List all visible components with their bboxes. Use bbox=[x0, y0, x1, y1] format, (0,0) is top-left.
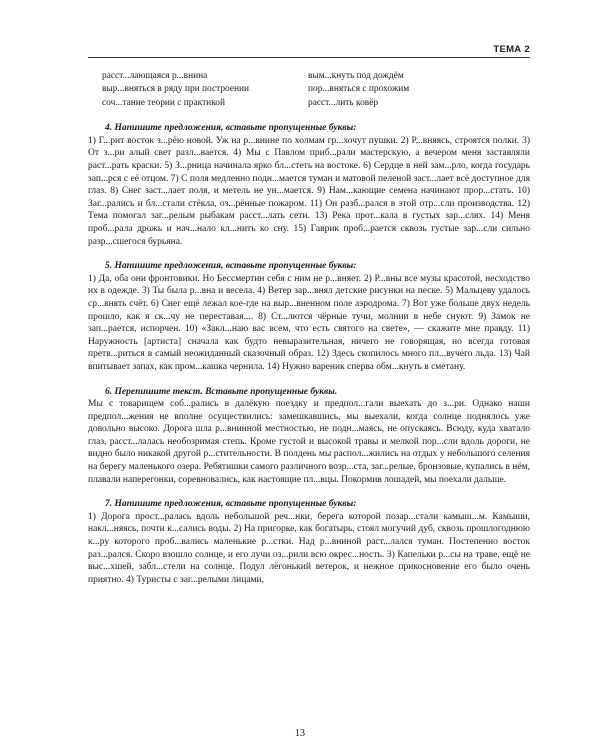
word-pair-left: выр...вняться в ряду при построении bbox=[102, 84, 250, 95]
word-pair-right: пор...вняться с прохожим bbox=[308, 84, 410, 95]
word-pair-right: расст...лить ковёр bbox=[308, 97, 379, 108]
header-rule bbox=[88, 57, 530, 58]
exercise-text: 1) Дорога прост...ралась вдоль небольшой реч...нки, берега которой позар...стали камыш...м. Камыши, накл...няясь, почти к...сались воды. 2) На пригорке, как богатырь, стоял могучий дуб, сквозь прошлогоднюю к...ру которого проб...вались маленькие р...стки. Над р...вниной раст...лался туман. Постепенно восток раз...рался. Скоро взошло солнце, и его лучи оз...рили всю окрес...ность. 3) Капельки р...сы на траве, ещё не выс...хшей, забл...стели на солнце. Подул лёгонький ветерок, и нежное прикосновение его было очень приятно. 4) Туристы с заг...релыми лицами, bbox=[88, 511, 530, 585]
exercise-text: 1) Г...рит восток з...рёю новой. Уж на р...внине по холмам гр...хочут пушки. 2) Р...вняясь, строятся полки. 3) От з...ри алый свет разл...вается. 4) Мы с Павлом приб...рали мастерскую, а вечером меня заставляли раст...рать краски. 5) З...рница начинала ярко бл...стеть на востоке. 6) Сердце в ней зам...рло, когда государь зап...рся с её отцом. 7) С поля медленно подн...мается туман и матовой пеленой заст...лает всё доступное для глаз. 8) Снег заст...лает поля, и метель не ун...мается. 9) Нам...кающие семена начинают прор...стать. 10) Заг...рались и бл...стали стёкла, оз...рённые пожаром. 11) Он разб...рался в этой отр...сли производства. 12) Тема помогал заг...релым рыбакам расст...лать сети. 13) Река прот...кала в густых зар...слях. 14) Меня проб...рала дрожь и нач...нало кл...нить ко сну. 15) Гаврик проб...рается сквозь густые зар...сли сильно разр...сшегося бурьяна. bbox=[88, 135, 530, 247]
word-pair-left: соч...тание теории с практикой bbox=[102, 97, 225, 108]
exercise-title: 5. Напишите предложения, вставьте пропущенные буквы: bbox=[105, 261, 357, 272]
page-number: 13 bbox=[295, 728, 305, 739]
exercise-6 bbox=[88, 386, 530, 487]
word-pair-row bbox=[102, 70, 530, 83]
exercise-title: 6. Перепишите текст. Вставьте пропущенные буквы. bbox=[105, 386, 338, 397]
exercise-7 bbox=[88, 498, 530, 586]
page-content bbox=[88, 70, 530, 586]
word-pair-row bbox=[102, 83, 530, 96]
exercise-title: 4. Напишите предложения, вставьте пропущенные буквы: bbox=[105, 123, 357, 134]
word-pair-row bbox=[102, 97, 530, 110]
theme-label: ТЕМА 2 bbox=[493, 44, 530, 55]
exercise-text: 1) Да, оба они фронтовики. Но Бессмертин себя с ним не р...вняет. 2) Р...вны все музы красотой, несходство их в одежде. 3) Ты была р...вна и весела. 4) Ветер зар...внял детские рисунки на песке. 5) Мальцеву удалось ср...внять счёт. 6) Снег ещё лежал кое-где на выр...вненном поле аэродрома. 7) Вот уже больше двух недель прошло, как я ск...чу не переставая.... 8) Ст...лются чёрные тучи, молнии в небе снуют. 9) Замок не зап...рается, испорчен. 10) «Закл...наю вас всем, что есть святого на свете», — скажите мне правду. 11) Наружность [артиста] сначала как будто невыразительная, ничего не говорящая, но всегда готовая претв...риться в самый неожиданный сказочный образ. 12) Здесь скопилось много пл...вучего льда. 13) Чай впитывает запах, как пром...кашка чернила. 14) Нужно вареник сперва обм...кнуть в сметану. bbox=[88, 273, 530, 372]
word-pair-right: вым...кнуть под дождём bbox=[308, 71, 404, 81]
exercise-text: Мы с товарищем соб...рались в далёкую поездку и предпол...гали выехать до з...ри. Однако наши предпол...жения не вполне осуществились: замешкавшись, мы выехали, когда солнце поднялось уже довольно высоко. Дорога шла р...внинной местностью, не подн...маясь, не опускаясь. Всюду, куда хватало глаз, расст...лалась необозримая степь. Кроме густой и высокой травы и мелкой пор...сли вдоль дороги, не видно было никакой другой р...стительности. В полдень мы распол...жились на отдых у небольшого селения на берегу маленького озера. Ребятишки самого различного возр...ста, заг...релые, бронзовые, купались в нём, плавали наперегонки, соревновались, как настоящие пл...вцы. Покормив лошадей, мы поехали дальше. bbox=[88, 399, 530, 485]
word-pairs-list bbox=[102, 70, 530, 110]
exercise-4 bbox=[88, 122, 530, 248]
word-pair-left: расст...лающаяся р...внина bbox=[102, 71, 208, 81]
exercise-title: 7. Напишите предложения, вставьте пропущенные буквы: bbox=[105, 499, 357, 510]
exercise-5 bbox=[88, 260, 530, 373]
